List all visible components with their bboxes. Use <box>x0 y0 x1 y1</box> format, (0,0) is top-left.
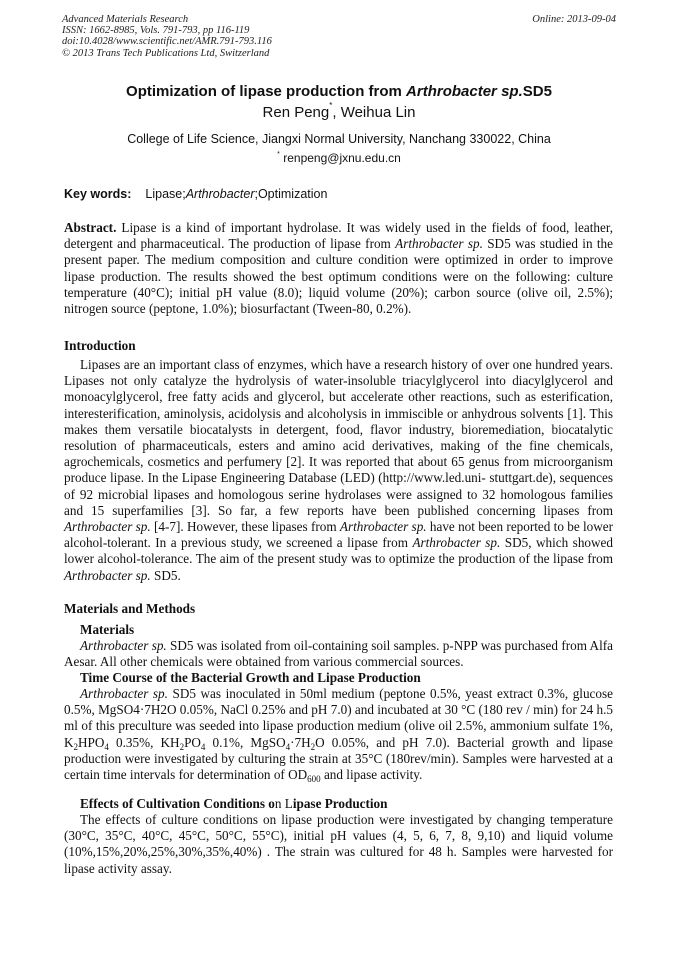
keyword-2: Arthrobacter <box>185 187 255 201</box>
paper-title <box>40 83 638 100</box>
title-prefix: Optimization of lipase production from <box>126 83 407 100</box>
corresponding-mark: * <box>329 101 333 110</box>
timecourse-text-3: 0.1%, MgSO <box>205 734 286 750</box>
intro-text-4: SD5, which showed lower alcohol-tolerance. The aim of the present study was to optimize the production of the lipase from <box>64 535 613 567</box>
author-list <box>40 101 638 121</box>
abstract-organism: Arthrobacter sp. <box>395 236 483 252</box>
effects-heading <box>80 796 388 812</box>
timecourse-text-4: ·7H <box>290 734 311 750</box>
author-first: Ren Peng <box>262 104 330 121</box>
keyword-1: Lipase; <box>145 187 186 201</box>
intro-organism-4: Arthrobacter sp. <box>64 567 151 583</box>
effects-heading-part-3: ipase Production <box>292 796 388 811</box>
timecourse-heading: Time Course of the Bacterial Growth and Lipase Production <box>80 670 421 685</box>
intro-text-1: Lipases are an important class of enzymes, which have a research history of over one hundred years. Lipases not only catalyze the hydrolysis of water-insoluble triacylglycerol into diacylglycerol and monoacylglycerol, free fatty acids and glycerol, but accelerate other reactions, such as esterification, interesterification, aminolysis, acidolysis and alcoholysis in immiscible or anhydrous solvents [1]. This makes them versatile biocatalysts in detergent, food, flavor industry, bioremediation, biocatalytic resolution of pharmaceuticals, esters and amino acid derivatives, making of the fine chemicals, agrochemicals, cosmetics and perfumery [2]. It was reported that about 65 genus from microorganism produce lipase. In the Lipase Engineering Database (LED) (http://www.led.uni- stuttgart.de), sequences of 92 microbial lipases and homologous serine hydrolases were assigned to 32 homologous families and 15 superfamilies [3]. So far, a few reports have been published concerning lipases from <box>64 357 613 518</box>
subscript: 4 <box>104 741 109 752</box>
intro-text-5: SD5. <box>150 567 181 583</box>
timecourse-text-1: SD5 was inoculated in 50ml medium (peptone 0.5%, yeast extract 0.3%, glucose 0.5%, MgSO4·7H2O 0.05%, NaCl 0.25% and pH 7.0) and incubated at 30 °C (180 rev / min) for 24 h.5 ml of this preculture was seeded into lipase production medium (olive oil 2.5%, ammonium sulfate 1%, K <box>64 686 613 750</box>
affiliation: College of Life Science, Jiangxi Normal University, Nanchang 330022, China <box>127 132 551 146</box>
materials-text: SD5 was isolated from oil-containing soil samples. p-NPP was purchased from Alfa Aesar. All other chemicals were obtained from various commercial sources. <box>64 638 613 670</box>
subscript: 2 <box>310 741 316 752</box>
keyword-3: ;Optimization <box>254 187 328 201</box>
author-rest: , Weihua Lin <box>332 104 416 121</box>
subscript: 600 <box>307 774 321 785</box>
online-date: Online: 2013-09-04 <box>532 14 616 25</box>
title-organism: Arthrobacter sp. <box>406 83 523 100</box>
materials-body <box>64 638 613 670</box>
timecourse-text-2: 0.35%, KH <box>108 734 180 750</box>
copyright-line: © 2013 Trans Tech Publications Ltd, Switzerland <box>62 47 270 59</box>
doi-line: doi:10.4028/www.scientific.net/AMR.791-793.116 <box>62 36 272 48</box>
effects-heading-part-1: Effects of Cultivation Conditions o <box>80 796 275 811</box>
materials-organism: Arthrobacter sp. <box>80 638 167 653</box>
effects-heading-part-2: n L <box>274 796 293 811</box>
methods-heading: Materials and Methods <box>64 601 196 616</box>
timecourse-text-5: O 0.05%, and pH 7.0). Bacterial growth and lipase production were investigated by culturing the strain at 35°C (180rev/min). Samples were harvested at a certain time intervals for determination of OD <box>64 734 613 783</box>
keywords-label: Key words: <box>64 187 132 201</box>
email-line <box>40 151 638 165</box>
title-suffix: SD5 <box>522 83 552 100</box>
effects-body <box>64 812 613 877</box>
timecourse-text-6: and lipase activity. <box>320 767 423 783</box>
subscript: 4 <box>285 741 291 752</box>
effects-text: The effects of culture conditions on lipase production were investigated by changing temperature (30°C, 35°C, 40°C, 45°C, 50°C, 55°C), initial pH values (4, 5, 6, 7, 8, 9,10) and liquid volume (10%,15%,20%,25%,30%,35%,40%) . The strain was cultured for 48 h. Samples were harvested for lipase activity assay. <box>64 812 613 876</box>
email-mark: * <box>277 151 280 158</box>
formula-part: PO <box>184 734 201 750</box>
formula-part: HPO <box>78 734 105 750</box>
introduction-body <box>64 357 613 584</box>
intro-organism-1: Arthrobacter sp. <box>64 519 151 535</box>
materials-heading: Materials <box>80 622 135 637</box>
journal-header <box>62 14 616 59</box>
issn-line: ISSN: 1662-8985, Vols. 791-793, pp 116-119 <box>62 25 250 37</box>
introduction-heading: Introduction <box>64 338 136 353</box>
abstract <box>64 220 613 317</box>
abstract-label: Abstract. <box>64 220 117 235</box>
abstract-text-1: Lipase is a kind of important hydrolase. It was widely used in the fields of food, leather, detergent and pharmaceutical. The production of lipase from <box>64 220 613 252</box>
timecourse-organism: Arthrobacter sp. <box>80 686 168 701</box>
email-address: renpeng@jxnu.edu.cn <box>283 151 401 165</box>
intro-organism-3: Arthrobacter sp. <box>412 535 501 551</box>
intro-organism-2: Arthrobacter sp. <box>339 519 427 535</box>
subscript: 4 <box>200 741 206 752</box>
subscript: 2 <box>179 741 185 752</box>
timecourse-body <box>64 686 613 783</box>
keywords <box>64 187 327 201</box>
subscript: 2 <box>73 741 79 752</box>
intro-text-3: have not been reported to be lower alcohol-tolerant. In a previous study, we screened a lipase from <box>64 519 613 551</box>
intro-text-2: [4-7]. However, these lipases from <box>150 519 340 535</box>
abstract-text-2: SD5 was studied in the present paper. The medium composition and culture condition were optimized in order to improve lipase production. The results showed the best optimum conditions were on the following: culture temperature (40°C); initial pH value (8.0); liquid volume (20%); carbon source (olive oil, 2.5%); nitrogen source (peptone, 1.0%); biosurfactant (Tween-80, 0.2%). <box>64 236 613 317</box>
journal-name: Advanced Materials Research <box>62 14 189 25</box>
